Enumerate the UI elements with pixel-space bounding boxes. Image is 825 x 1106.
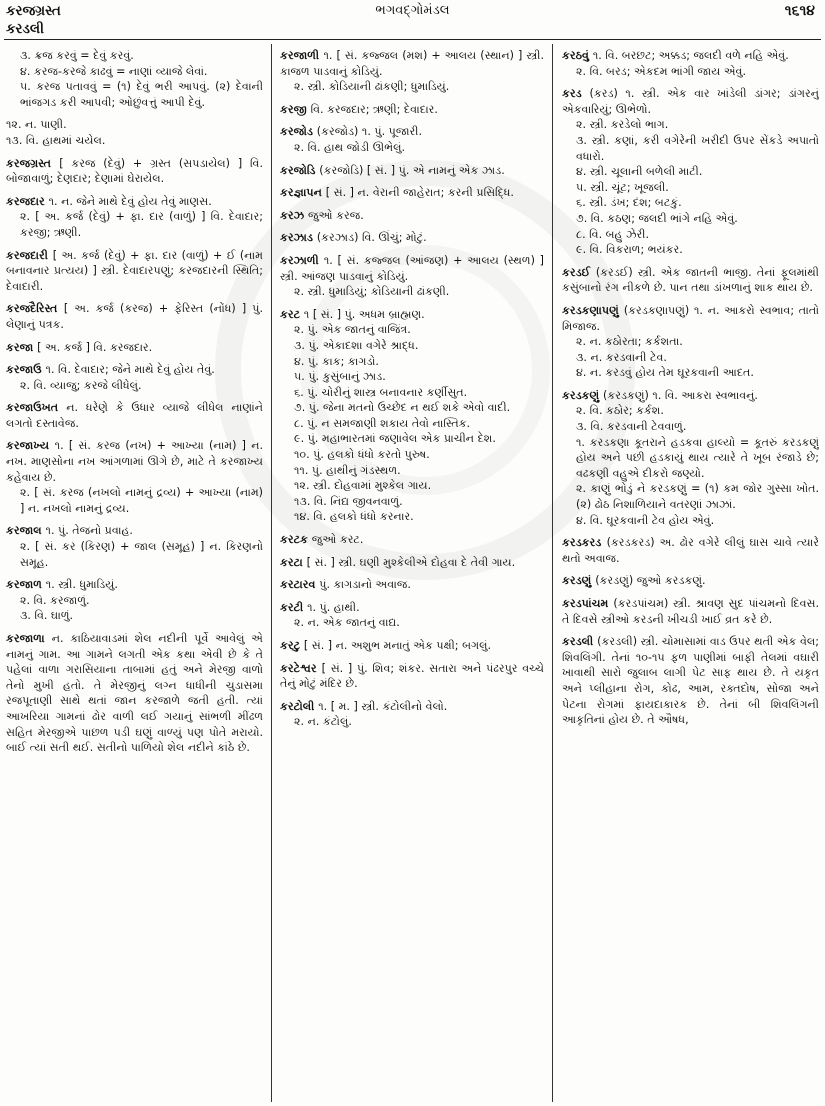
definition-text: ૧. પું. તેજનો પ્રવાહ. [45,524,133,538]
dictionary-entry [562,265,819,296]
dictionary-entry [280,638,544,654]
dictionary-entry [280,577,544,593]
headword: કરજદારી [6,248,53,262]
entry-sense: ૧૨. સ્ત્રી. દોહવામાં મુશ્કેલ ગાય. [294,479,432,493]
definition-text: [ કરજ (દેવું) + ગ્રસ્ત (સપડાયેલ) ] વિ. બોજાવાળું; દેણદાર; દેણામાં ઘેરાયેલ. [6,156,263,186]
dictionary-entry [6,117,263,148]
definition-text: [ અ. કર્જ (દેવું) + ફા. દાર (વાળું) + ઈ (નામ બનાવનાર પ્રત્યય) ] સ્ત્રી. દેવાદારપણું; કરજદારની સ્થિતિ; દેવાદારી. [6,248,263,293]
entry-sense [562,388,819,404]
definition-text: (કરડકણું) ૧. વિ. આકરા સ્વભાવનું. [603,388,758,402]
entry-sense: ૨. [ અ. કર્જ (દેવું) + ફા. દાર (વાળું) ] વિ. દેવાદાર; કરજી; ઋણી. [20,210,263,239]
entry-sense: ૨. [ સં. કર (કિરણ) + જાલ (સમૂહ) ] ન. કિરણનો સમૂહ. [20,540,263,569]
definition-text: વિ. કરજદાર; ઋણી; દેવાદાર. [310,102,438,116]
definition-text: [ સં. ] પું. શિવ; શંકર. સતારા અને પંઢરપુર વચ્ચે તેનું મોટું મંદિર છે. [280,661,544,691]
dictionary-entry [6,577,263,624]
entry-sense [562,86,819,117]
headword: કરજદૈરિસ્ત [6,302,64,316]
headword: કરઝાડ [280,231,317,245]
definition-text: (કરઝાડ) વિ. ઊંચું; મોટું. [316,231,427,245]
headword: કરઠવું [562,49,593,62]
entry-sense [280,555,544,571]
entry-sense: ૪. વિ. ઘૂરકવાની ટેવ હોય એવું. [576,513,715,527]
dictionary-entry [6,248,263,295]
entry-sense [280,163,544,179]
entry-sense: ૨. ન. કંટોલું. [294,715,352,729]
headword: કરજદાર [6,194,49,208]
headword: કરટા [280,555,307,569]
column-3 [562,48,819,1102]
headword: કરજાખ્ય [6,439,55,453]
headword: કરડકણાપણું [562,303,624,317]
entry-sense: ૫. સ્ત્રી. ચૂંટ; ખૂજલી. [576,180,669,194]
guide-word-first: કરજગ્રસ્ત [6,3,61,19]
headword: કરજ્ઞાપન [280,186,326,200]
entry-sense [280,124,544,140]
definition-text: [ અ. કર્જ (કરજ) + ફેરિસ્ત (નોંધ) ] પું. લેણાનું પત્રક. [6,302,263,331]
entry-sense: ૨. વિ. વ્યાજુ; કરજે લીધેલું. [20,378,142,392]
entry-sense: ૨. સ્ત્રી. કરડેલો ભાગ. [576,118,669,132]
dictionary-entry [562,535,819,566]
dictionary-entry [280,208,544,224]
dictionary-entry [280,600,544,631]
definition-text: (કરડપાંચમ) સ્ત્રી. શ્રાવણ સુદ પાંચમનો દિવસ. તે દિવસે સ્ત્રીઓ કરડની ખીચડી ખાઈ વ્રત કરે છે. [562,597,819,626]
entry-sense: ૪. કરજ-કરજે કાઢવું = નાણાં વ્યાજે લેવાં. [20,64,208,78]
entry-sense [280,577,544,593]
headword: કરટ [280,307,304,321]
dictionary-entry [280,102,544,118]
headword: કરડકણું [562,388,604,402]
headword: કરટી [280,600,308,614]
headword: કરડપાંચમ [562,597,614,610]
dictionary-entry [562,303,819,381]
entry-sense: ૩. ક્રજ કરવું = દેવું કરવું. [20,49,134,62]
definition-text: ૧. [ સં. કજ્જલ (આંજણ) + આલય (સ્થળ) ] સ્ત્રી. આંજણ પાડવાનું કોડિયું. [280,253,544,283]
entry-sense [280,253,544,284]
definition-text: જુઓ કરજ. [308,208,364,222]
entry-sense [6,156,263,187]
entry-sense [6,340,263,356]
dictionary-entry [562,388,819,528]
entry-sense [562,596,819,627]
definition-text: (કરજોડ) ૧. પું. પૂજારી. [316,125,422,139]
dictionary-entry [280,532,544,548]
entry-sense: ૪. પું. કાક; કાગડો. [294,354,379,368]
book-title: ભગવદ્‌ગોમંડલ [375,3,450,18]
entry-sense [280,208,544,224]
dictionary-entry [562,596,819,627]
entry-sense [6,194,263,210]
entry-sense: ૨. વિ. હાથ જોડી ઊભેલું. [294,140,405,154]
entry-sense: ૩. ન. કરડવાની ટેવ. [576,350,667,364]
dictionary-entry [280,124,544,155]
definition-text: (કરડ) ૧. સ્ત્રી. એક વાર ખાંડેલી ડાંગર; ડાંગરનું એકવારિયું; ઊભેળો. [562,87,819,116]
entry-sense [280,102,544,118]
headword: કરટુ [280,639,304,652]
dictionary-entry [562,86,819,258]
definition-text: જુઓ કરટ. [311,533,364,547]
entry-sense: ૩. પું. એકાદશા વગેરે શ્રાદ્ધ. [294,338,419,352]
entry-sense: ૩. વિ. કરડવાની ટેવવાળું. [576,420,687,434]
entry-sense [280,600,544,616]
headword: કરડઈ [562,265,596,279]
definition-text: (કરજોડિ) [ સં. ] પું. એ નામનું એક ઝાડ. [319,163,505,177]
headword: કરજાઉ [6,363,46,377]
entry-sense: ૭. પું. જેના મતનો ઉચ્છેદ ન થઈ શકે એવો વાદી. [294,401,511,415]
entry-sense: ૪. સ્ત્રી. ચૂલાની બળેલી માટી. [576,165,703,179]
dictionary-entry [280,253,544,300]
entry-sense: ૨. પું. એક જાતનું વાજિંત્ર. [294,323,411,337]
entry-sense: ૨. ન. કઠોરતા; કર્કશતા. [576,335,683,349]
headword: કરડલી [562,635,598,649]
dictionary-entry [6,301,263,332]
definition-text: [ અ. કર્જ ] વિ. કરજદાર. [37,340,153,354]
dictionary-entry [6,362,263,393]
definition-text: ૧ [ સં. ] પું. અધમ બ્રાહ્મણ. [303,307,425,321]
entry-sense [6,438,263,485]
entry-sense [562,573,819,589]
entry-sense: ૨. કાણું ભોડું ને કરડકણું = (૧) કમ જોર ગુસ્સા ખોત. (૨) ઢોઠ નિશાળિયાને વતરણાં ઝાઝાં. [576,482,819,512]
definition-text: પું. કાગડાનો અવાજ. [319,578,411,592]
headword: કરજાળી [280,49,324,62]
entry-sense: ૩. વિ. ઘાળું. [20,609,74,623]
entry-sense: ૨. ન. એક જાતનું વાદ્ય. [294,616,400,630]
definition-text: [ સં. ] સ્ત્રી. ઘણી મુશ્કેલીએ દોહવા દે તેવી ગાય. [306,555,516,569]
entry-sense: ૯. વિ. વિકરાળ; ભયંકર. [576,243,683,257]
headword: કરઝ [280,208,309,222]
headword: કરઝાળી [280,253,324,267]
entry-sense: ૫. કરજ પતાવવું = (૧) દેવું ભરી આપવું. (૨) દેવાની ભાંજગડ કરી આપવી; ઓછુંવત્તું આપી દેવું. [20,80,263,109]
entry-sense: ૮. વિ. બહુ ઝેરી. [576,227,649,241]
dictionary-entry [280,555,544,571]
definition-text: ૧. વિ. દેવાદાર; જેને માથે દેવું હોય તેવું. [45,363,215,377]
definition-text: ૧. [ સં. કરજ (નખ) + આખ્યા (નામ) ] ન. નખ. માણસોના નખ આંગળામાં ઊગે છે, માટે તે કરજાખ્ય કહેવાય છે. [6,439,263,484]
entry-sense: ૧૪. વિ. હલકો ધંધો કરનાર. [294,510,414,524]
headword: કરજાલ [6,524,46,538]
page-header [0,0,825,40]
entry-sense [562,634,819,728]
headword: કરજા [6,340,38,354]
entry-sense: ૪. ન. કરડવું હોય તેમ ઘૂરકવાની આદત. [576,366,754,380]
entry-sense [562,303,819,334]
entry-sense: ૧૩. વિ. નિંદ્ય જીવનવાળું. [294,494,403,508]
headword: કરટેશ્વર [280,661,322,675]
dictionary-entry [562,48,819,79]
column-2 [280,48,544,1102]
header-rule [4,39,821,40]
entry-sense: ૨. વિ. બરડ; એકદમ ભાંગી જાય એવું. [576,64,746,78]
entry-sense [280,699,544,715]
entry-sense [280,532,544,548]
guide-word-last: કરડલી [6,21,44,37]
entry-sense [6,523,263,539]
definition-text: ૧. [ મ. ] સ્ત્રી. કંટોલીનો વેલો. [318,699,448,713]
definition-text: ન. ધરેણે કે ઉધાર વ્યાજે લીધેલ નાણાંને લગતો દસ્તાવેજ. [6,401,263,430]
entry-sense: ૧૧. પું. હાથીનું ગંડસ્થળ. [294,463,401,477]
column-divider [552,44,553,1102]
entry-sense: ૨. સ્ત્રી. કોડિયાની ઢાંકણી; ધુમાડિયું. [294,80,450,94]
dictionary-entry [562,634,819,728]
definition-text: (કરડલી) સ્ત્રી. ચોમાસામાં વાડ ઉપર થતી એક વેલ; શિવલિંગી. તેનાં ૧૦-૧૫ ફળ પાણીમાં બાફી તેલમાં વઘારી ખાવાથી સારો જુલાબ લાગી પેટ સાફ થાય છે. તે યકૃત અને પ્લીહાના રોગ, કોઢ, આમ, રક્તદોષ, સોજા અને પેટના રોગમાં ફાયદાકારક છે. તેનાં બી શિવલિંગની આકૃતિનાં હોય છે. તે ઔષધ, [562,635,819,727]
dictionary-entry [280,48,544,95]
entry-sense: ૨. [ સં. કરજ (નખલો નામનું દ્રવ્ય) + આખ્યા (નામ) ] ન. નખલો નામનું દ્રવ્ય. [20,486,263,515]
definition-text: ૧. [ સં. કજ્જલ (મશ) + આલય (સ્થાન) ] સ્ત્રી. કાજળ પાડવાનું કોડિયું. [280,49,544,78]
entry-sense [280,185,544,201]
headword: કરડકરડ [562,536,607,550]
dictionary-entry [6,631,263,756]
definition-text: [ સં. ] ન. વેરાની જાહેરાત; કરની પ્રસિદ્ધિ. [325,186,514,200]
headword: કરજગ્રસ્ત [6,156,60,170]
entry-sense [280,661,544,692]
headword: કરજોડિ [280,163,320,177]
headword: કરટોલી [280,699,319,713]
entry-sense: ૬. પું. ચોરીનું શાસ્ત્ર બનાવનાર કર્ણીસુત. [294,385,468,399]
entry-sense [280,307,544,323]
entry-sense: ૧૦. પું. હલકો ધંધો કરતો પુરુષ. [294,448,430,462]
definition-text: ૧. ન. જેને માથે દેવું હોય તેવું માણસ. [48,194,212,208]
definition-text: ૧. વિ. બરછટ; અક્કડ; જલદી વળે નહિ એવું. [592,49,789,62]
entry-sense: ૯. પું. મહાભારતમાં જણાવેલ એક પ્રાચીન દેશ. [294,432,496,446]
entry-sense: ૬. સ્ત્રી. ડંખ; દંશ; બટકું. [576,196,682,210]
dictionary-entry [6,438,263,516]
dictionary-entry [6,400,263,431]
headword: કરટક [280,533,312,547]
entry-sense [562,265,819,296]
entry-sense [6,301,263,332]
definition-text: ૧. સ્ત્રી. ધુમાડિયું. [45,578,118,592]
definition-text: (કરડકરડ) અ. ઢોર વગેરે લીલું ઘાસ ચાવે ત્યારે થતો અવાજ. [562,536,819,565]
headword: કરજાઉખત [6,401,67,415]
entry-sense [6,400,263,431]
entry-sense [562,48,819,64]
headword: કરજોડ [280,125,317,139]
dictionary-entry [280,230,544,246]
entry-sense: ૧૩. વિ. હાથમાં ચયેલ. [6,133,106,147]
entry-sense: ૮. પું. ન સમજાણી શકાય તેવો નાસ્તિક. [294,416,471,430]
dictionary-entry [6,194,263,241]
entry-sense: ૨. વિ. કરજાળું. [20,593,90,607]
entry-sense: ૨. વિ. કઠોર; કર્કશ. [576,404,664,418]
entry-sense [6,577,263,593]
definition-text: [ સં. ] ન. અશુભ મનાતું એક પક્ષી; બગલું. [303,639,491,652]
dictionary-entry [280,307,544,525]
definition-text: (કરડકણાપણું) ૧. ન. આકરો સ્વભાવ; તાતો મિજાજ. [562,303,819,333]
headword: કરજાળ [6,578,46,592]
dictionary-entry [6,523,263,570]
headword: કરટારવ [280,578,320,592]
dictionary-entry [6,340,263,356]
dictionary-entry [280,185,544,201]
entry-sense: ૩. સ્ત્રી. કણાં, કરી વગેરેની ખરીદી ઉપર સેંકડે અપાતો વધારો. [576,133,819,163]
definition-text: ન. કાઠિયાવાડમાં શેલ નદીની પૂર્વે આવેલું એ નામનું ગામ. આ ગામને લગતી એક કથા એવી છે કે તે પહેલાં વાળા ગરાસિયાના તાબામાં હતું અને મેરજી વાળો તેનો મુખી હતો. તે મેરજીનું લગ્ન ધાધીની ચુડાસમા રજપૂતાણી સાથે થતાં જાન કરજાળે જતી હતી. ત્યાં આખરિયા ગામનાં ઢોર વાળી લઈ ગયાનું સાંભળી મીંઢળ સહિત મેરજીએ પાછળ પડી ઘણું વાળ્યું પણ પોતે મરાયો. બાઈ ત્યાં સતી થઈ. સતીનો પાળિયો શેલ નદીને કાંઠે છે. [6,632,263,755]
dictionary-entry [280,699,544,730]
column-divider [271,44,272,1102]
dictionary-entry [562,573,819,589]
entry-sense [280,48,544,79]
dictionary-entry [280,163,544,179]
headword: કરડ [562,87,590,101]
entry-sense [6,631,263,756]
definition-text: (કરડઈ) સ્ત્રી. એક જાતની ભાજી. તેનાં ફૂલમાંથી કસુંબાનો રંગ નીકળે છે. પાન તથા ડાંખળાનું શાક થાય છે. [562,265,819,295]
dictionary-entry [280,661,544,692]
column-1 [6,48,263,1102]
entry-sense [6,362,263,378]
headword: કરજાળા [6,632,52,645]
entry-sense [6,248,263,295]
entry-sense: ૨. સ્ત્રી. ધુમાડિયું; કોડિયાની ઢાંકણી. [294,285,450,299]
entry-sense [562,535,819,566]
dictionary-entry [6,48,263,110]
definition-text: (કરડણું) જુઓ કરડકણું. [595,574,706,588]
definition-text: ૧. પું. હાથી. [307,600,360,614]
entry-sense: ૭. વિ. કઠણ; જલદી ભાંગે નહિ એવું. [576,211,738,225]
entry-sense: ૫. પું. કુસુંબાનું ઝાડ. [294,370,386,384]
page-number: ૧૬૧૪ [784,3,815,19]
entry-sense: ૧૨. ન. પાણી. [6,118,67,132]
entry-sense [280,638,544,654]
entry-sense: ૧. કરડકણા કૂતરાને હડકવા હાલ્યો = કૂતરું કરડકણું હોય અને પછી હડકાયું થાય ત્યારે તે ખૂબ રંજાડે છે; વઢકણી વહુએ દીકરો જણ્યો. [576,435,819,480]
headword: કરજી [280,102,311,116]
headword: કરડણું [562,574,596,588]
dictionary-entry [6,156,263,187]
entry-sense [280,230,544,246]
